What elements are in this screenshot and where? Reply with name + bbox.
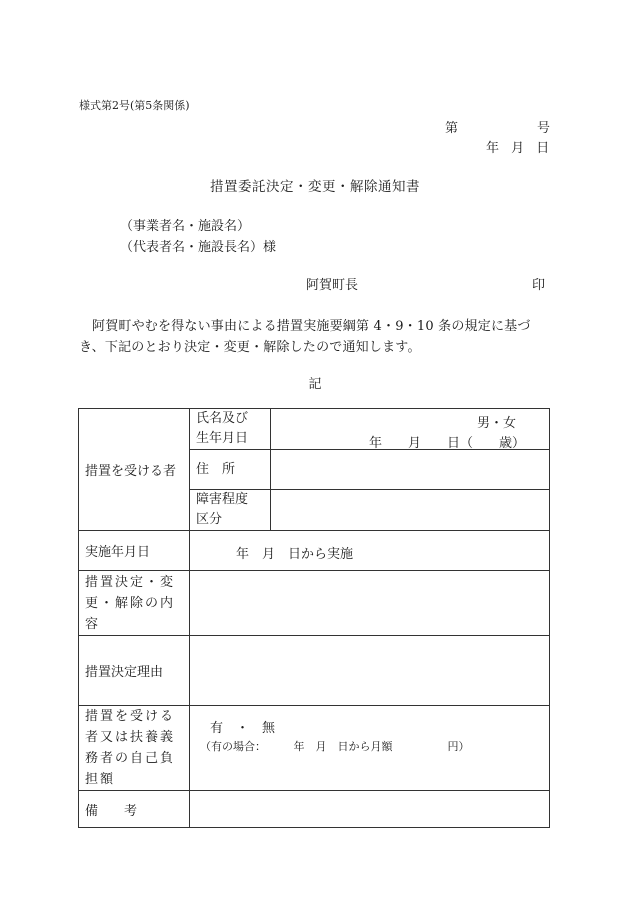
address-field[interactable] bbox=[271, 450, 550, 490]
table-row bbox=[79, 531, 550, 571]
ki-heading: 記 bbox=[308, 377, 322, 392]
table-row bbox=[79, 409, 550, 450]
burden-detail: （有の場合： 年 月 日から月額 円） bbox=[200, 740, 470, 753]
reason-field[interactable] bbox=[190, 636, 550, 706]
burden-label: 措置を受ける者又は扶養義務者の自己負担額 bbox=[79, 706, 190, 791]
form-number: 様式第2号(第5条関係) bbox=[79, 99, 190, 112]
disability-label-line1: 障害程度 bbox=[196, 492, 249, 507]
date-value: 年 月 日から実施 bbox=[236, 547, 354, 562]
name-dob-label-line1: 氏名及び bbox=[196, 411, 249, 426]
addressee-facility: （事業者名・施設名） bbox=[120, 219, 251, 234]
disability-label-line2: 区分 bbox=[196, 512, 223, 527]
disability-field[interactable] bbox=[271, 490, 550, 531]
table-row bbox=[79, 571, 550, 636]
seal-mark: 印 bbox=[532, 278, 546, 293]
content-field[interactable] bbox=[190, 571, 550, 636]
gender-field: 男・女 bbox=[477, 416, 517, 431]
address-label: 住 所 bbox=[190, 450, 271, 490]
name-dob-field[interactable] bbox=[271, 409, 550, 450]
name-dob-label bbox=[190, 409, 271, 450]
disability-label bbox=[190, 490, 271, 531]
table-row bbox=[79, 791, 550, 828]
number-prefix: 第 bbox=[445, 121, 459, 136]
recipient-label: 措置を受ける者 bbox=[79, 409, 190, 531]
name-dob-label-line2: 生年月日 bbox=[196, 431, 249, 446]
document-number-line bbox=[445, 117, 550, 136]
addressee-representative: （代表者名・施設長名）様 bbox=[120, 240, 277, 255]
remarks-label: 備 考 bbox=[79, 791, 190, 828]
remarks-field[interactable] bbox=[190, 791, 550, 828]
dob-field: 年 月 日（ 歳） bbox=[369, 436, 526, 451]
number-suffix: 号 bbox=[536, 121, 550, 136]
document-title: 措置委託決定・変更・解除通知書 bbox=[210, 179, 420, 195]
table-row bbox=[79, 636, 550, 706]
notice-body: 阿賀町やむを得ない事由による措置実施要綱第 4・9・10 条の規定に基づき、下記のとおり決定・変更・解除したので通知します。 bbox=[79, 319, 531, 355]
burden-field[interactable] bbox=[190, 706, 550, 791]
notice-table bbox=[78, 408, 550, 828]
issue-date-line: 年 月 日 bbox=[486, 141, 550, 156]
sender-name: 阿賀町長 bbox=[306, 278, 359, 293]
reason-label: 措置決定理由 bbox=[79, 636, 190, 706]
date-label: 実施年月日 bbox=[79, 531, 190, 571]
burden-choice: 有 ・ 無 bbox=[210, 721, 276, 736]
table-row bbox=[79, 706, 550, 791]
content-label: 措置決定・変更・解除の内容 bbox=[79, 571, 190, 636]
date-field[interactable] bbox=[190, 531, 550, 571]
